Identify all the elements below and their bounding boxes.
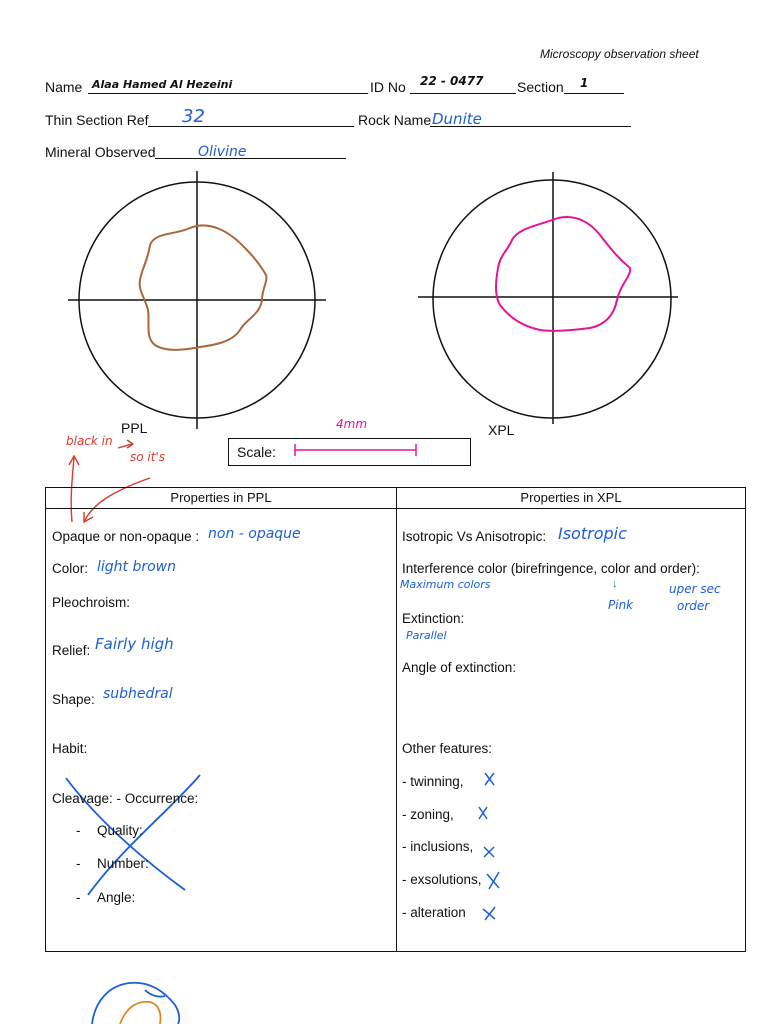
- number-label: Number:: [97, 856, 149, 871]
- name-value[interactable]: Alaa Hamed Al Hezeini: [92, 78, 233, 91]
- quality-label: Quality:: [97, 823, 143, 838]
- scale-box: [228, 438, 471, 466]
- cleavage-label: Cleavage: - Occurrence:: [52, 791, 199, 806]
- annotation-so-its: so it's: [130, 450, 165, 464]
- opaque-label: Opaque or non-opaque :: [52, 529, 200, 544]
- rock-name-label: Rock Name: [358, 112, 432, 128]
- thin-section-label: Thin Section Ref: [45, 112, 149, 128]
- id-value[interactable]: 22 - 0477: [420, 74, 484, 88]
- inclusions-label: - inclusions,: [402, 839, 474, 854]
- other-features-label: Other features:: [402, 741, 493, 756]
- isotropic-value[interactable]: Isotropic: [558, 524, 627, 543]
- mineral-value[interactable]: Olivine: [198, 144, 247, 160]
- angle-extinction-label: Angle of extinction:: [402, 660, 517, 675]
- rock-name-value[interactable]: Dunite: [432, 110, 482, 128]
- section-label: Section: [517, 79, 564, 95]
- ppl-mineral-outline: [140, 225, 267, 349]
- interference-order-line1[interactable]: uper sec: [669, 582, 721, 596]
- zoning-label: - zoning,: [402, 807, 454, 822]
- xpl-view: [418, 172, 678, 424]
- bottom-doodle: [92, 983, 179, 1024]
- xpl-label: XPL: [488, 422, 515, 438]
- section-value[interactable]: 1: [580, 76, 589, 90]
- shape-value[interactable]: subhedral: [103, 686, 173, 702]
- interference-arrow: ↓: [612, 578, 618, 590]
- pleochroism-label: Pleochroism:: [52, 595, 131, 610]
- ppl-properties-header: Properties in PPL: [170, 490, 272, 505]
- extinction-value[interactable]: Parallel: [406, 629, 447, 642]
- interference-order-line2[interactable]: order: [677, 599, 710, 613]
- table-column-divider: [396, 488, 397, 951]
- ppl-label: PPL: [121, 420, 148, 436]
- annotation-black-in: black in: [66, 434, 113, 448]
- angle-label: Angle:: [97, 890, 136, 905]
- xpl-field-circle: [433, 180, 671, 418]
- interference-color-value[interactable]: Pink: [608, 598, 634, 612]
- properties-table: [45, 487, 746, 952]
- opaque-value[interactable]: non - opaque: [208, 526, 301, 542]
- exsolutions-label: - exsolutions,: [402, 872, 482, 887]
- scale-label: Scale:: [237, 444, 276, 460]
- quality-dash: -: [76, 823, 81, 838]
- scale-value: 4mm: [336, 417, 368, 431]
- interference-value[interactable]: Maximum colors: [400, 578, 491, 591]
- color-value[interactable]: light brown: [97, 559, 177, 575]
- habit-label: Habit:: [52, 741, 88, 756]
- sheet-title: Microscopy observation sheet: [540, 47, 699, 61]
- table-header-divider: [46, 508, 745, 509]
- number-dash: -: [76, 856, 81, 871]
- xpl-properties-header: Properties in XPL: [520, 490, 622, 505]
- name-label: Name: [45, 79, 83, 95]
- color-label: Color:: [52, 561, 89, 576]
- alteration-label: - alteration: [402, 905, 466, 920]
- shape-label: Shape:: [52, 692, 95, 707]
- interference-label: Interference color (birefringence, color and order):: [402, 561, 700, 576]
- xpl-mineral-outline: [496, 217, 630, 331]
- angle-dash: -: [76, 890, 81, 905]
- relief-value[interactable]: Fairly high: [95, 635, 174, 653]
- ppl-view: [68, 171, 326, 429]
- thin-section-value[interactable]: 32: [182, 106, 205, 127]
- extinction-label: Extinction:: [402, 611, 465, 626]
- mineral-label: Mineral Observed: [45, 144, 156, 160]
- relief-label: Relief:: [52, 643, 91, 658]
- isotropic-label: Isotropic Vs Anisotropic:: [402, 529, 547, 544]
- id-label: ID No: [370, 79, 406, 95]
- twinning-label: - twinning,: [402, 774, 464, 789]
